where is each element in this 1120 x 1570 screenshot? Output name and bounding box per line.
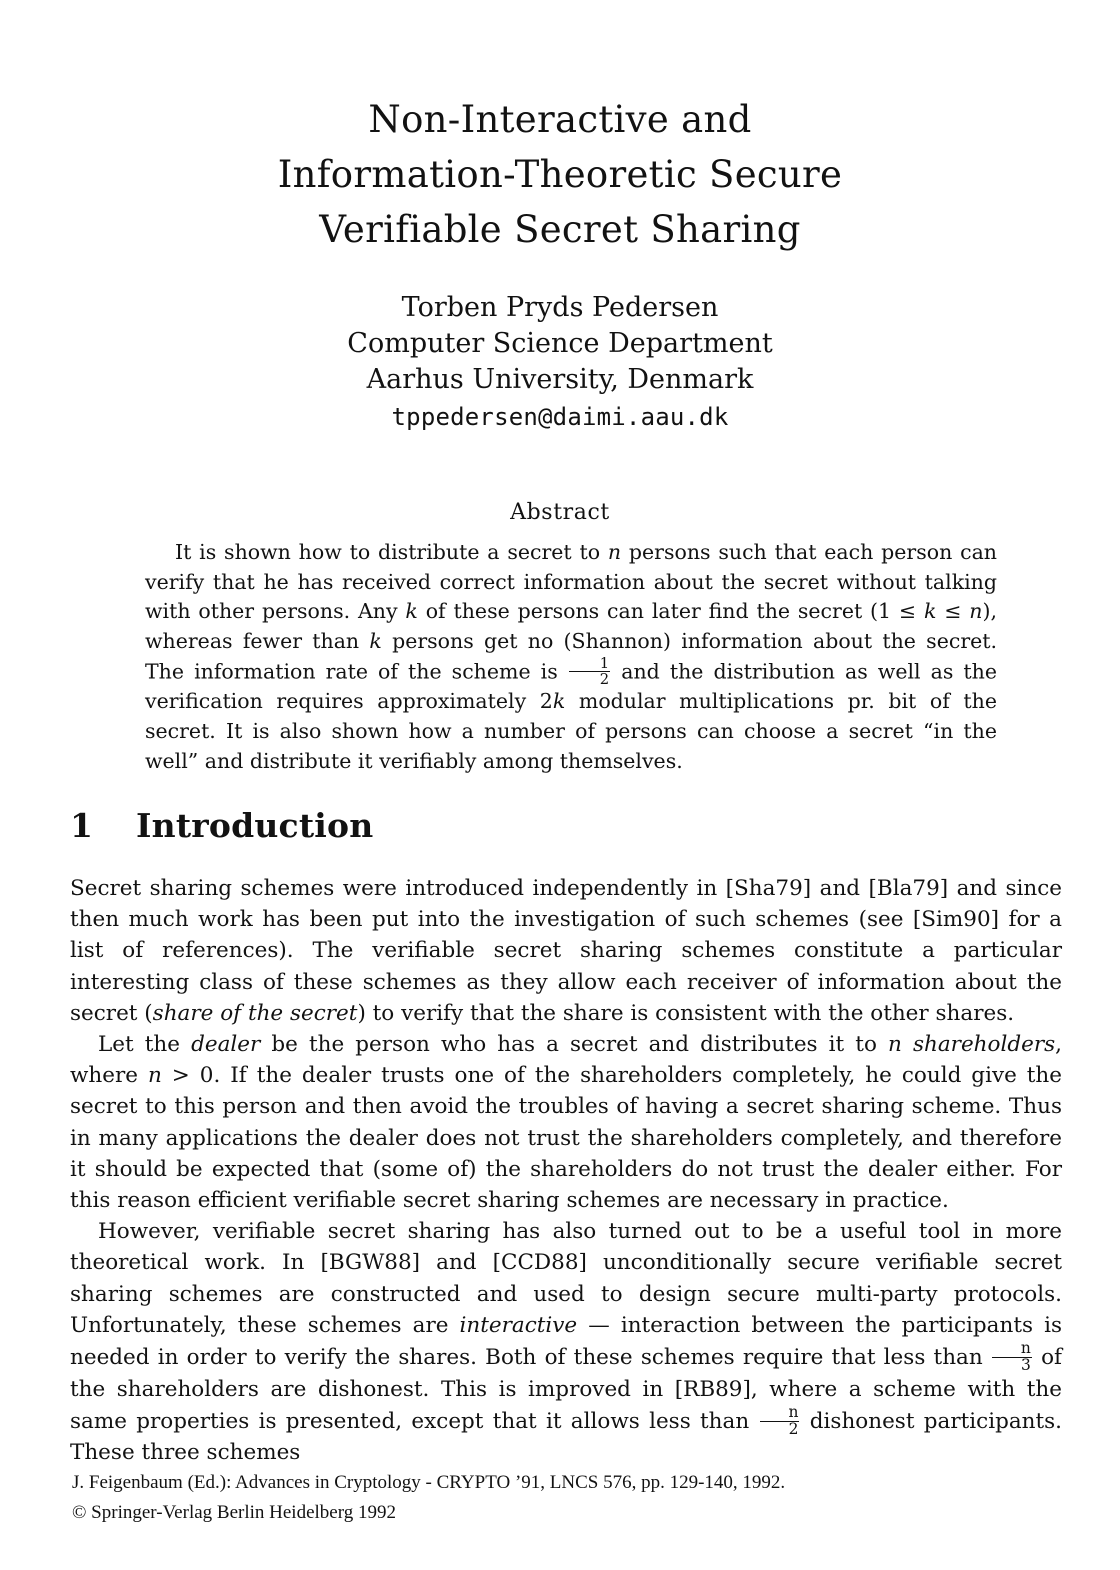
abstract-heading: Abstract (510, 500, 610, 525)
fraction-numerator: n (760, 1405, 800, 1422)
fraction-denominator: 2 (788, 1419, 799, 1438)
p3-emphasis-interactive: interactive (459, 1312, 578, 1338)
author-affiliation: Aarhus University, Denmark (366, 364, 754, 395)
body-paragraph-3 (70, 1216, 1062, 1468)
p2-text-b: be the person who has a secret and distributes it to (260, 1032, 889, 1058)
p2-var-n-1: n (888, 1032, 902, 1058)
fraction-one-half (569, 656, 610, 687)
abstract-text-3: of these persons can later find the secret (1 ≤ (417, 599, 924, 624)
fraction-numerator: n (992, 1341, 1032, 1358)
section-heading-introduction (70, 806, 1050, 845)
abstract-var-n-2: n (969, 599, 983, 624)
p1-emphasis-share: share of the secret (152, 1000, 358, 1026)
abstract-var-n-1: n (607, 540, 622, 564)
footer-citation-line: J. Feigenbaum (Ed.): Advances in Cryptology - CRYPTO ’91, LNCS 576, pp. 129-140, 1992. (72, 1472, 786, 1493)
abstract-text-6: persons get no (Shannon) information about the secret. The information rate of the scheme is (145, 628, 998, 684)
author-block (70, 290, 1050, 436)
abstract-var-k-1: k (405, 599, 418, 624)
p2-emphasis-shareholders: shareholders (912, 1032, 1056, 1058)
abstract-text-1: It is shown how to distribute a secret to (175, 540, 608, 564)
fraction-denominator: 2 (599, 671, 610, 689)
abstract-text-8: modular multiplications pr. bit of the secret. It is also shown how a number of persons can choose a secret “in the well” and distribute it verifiably among themselves. (145, 689, 997, 773)
abstract-var-k-3: k (369, 628, 382, 653)
title-line-3: Verifiable Secret Sharing (319, 208, 801, 251)
p2-text-d: , where (70, 1032, 1062, 1089)
p3-text-d: dishonest participants. These three schemes (70, 1408, 1063, 1466)
p2-text-a: Let the (98, 1032, 192, 1058)
author-email: tppedersen@daimi.aau.dk (391, 403, 729, 431)
body-paragraph-2 (70, 1029, 1062, 1216)
p2-var-n-2: n (147, 1063, 162, 1089)
p3-text-c: of the shareholders are dishonest. This is improved in [RB89], where a scheme with the same properties is presented, except that it allows less than (70, 1344, 1062, 1434)
p3-text-b: — interaction between the participants is needed in order to verify the shares. Both of these schemes require that less than (70, 1312, 1062, 1370)
section-number: 1 (70, 806, 94, 845)
p2-text-c (902, 1032, 913, 1057)
title-line-2: Information-Theoretic Secure (277, 153, 843, 196)
section-title: Introduction (136, 806, 374, 845)
p1-text-a: Secret sharing schemes were introduced independently in [Sha79] and [Bla79] and since then much work has been put into the investigation of such schemes (see [Sim90] for a list of references). The verifiable secret sharing schemes constitute a particular interesting class of these schemes as they allow each receiver of information about the secret ( (70, 876, 1062, 1026)
paper-title (70, 92, 1050, 257)
p3-text-a: However, verifiable secret sharing has also turned out to be a useful tool in more theoretical work. In [BGW88] and [CCD88] unconditionally secure verifiable secret sharing schemes are constructed and used to design secure multi-party protocols. Unfortunately, these schemes are (70, 1219, 1062, 1338)
p2-emphasis-dealer: dealer (191, 1032, 261, 1058)
title-line-1: Non-Interactive and (368, 98, 752, 141)
abstract-text-2: persons such that each person can verify that he has received correct information about the secret without talking with other persons. Any (145, 540, 997, 624)
author-name: Torben Pryds Pedersen (401, 292, 719, 323)
author-department: Computer Science Department (347, 328, 773, 359)
footer-copyright-line: © Springer-Verlag Berlin Heidelberg 1992 (72, 1502, 396, 1523)
abstract-text-4: ≤ (936, 599, 970, 624)
abstract-var-k-2: k (923, 599, 937, 624)
abstract-text-7: and the distribution as well as the verification requires approximately 2 (145, 659, 997, 714)
fraction-denominator: 3 (1020, 1355, 1031, 1374)
abstract-body (145, 538, 997, 776)
abstract-var-k-4: k (552, 689, 566, 714)
p2-text-e: > 0. If the dealer trusts one of the shareholders completely, he could give the secret to this person and then avoid the troubles of having a secret sharing scheme. Thus in many applications the dealer does not trust the shareholders completely, and therefore it should be expected that (some of) the shareholders do not trust the dealer either. For this reason efficient verifiable secret sharing schemes are necessary in practice. (70, 1063, 1063, 1214)
body-text (70, 873, 1062, 1469)
p1-text-b: ) to verify that the share is consistent with the other shares. (357, 1000, 1015, 1026)
abstract-text-5: ), whereas fewer than (145, 599, 998, 653)
fraction-numerator: 1 (569, 656, 610, 672)
publication-footer (72, 1468, 1052, 1528)
abstract-paragraph (145, 538, 997, 776)
body-paragraph-1 (70, 873, 1062, 1029)
fraction-n-over-2 (760, 1402, 800, 1438)
fraction-n-over-3 (992, 1341, 1032, 1374)
